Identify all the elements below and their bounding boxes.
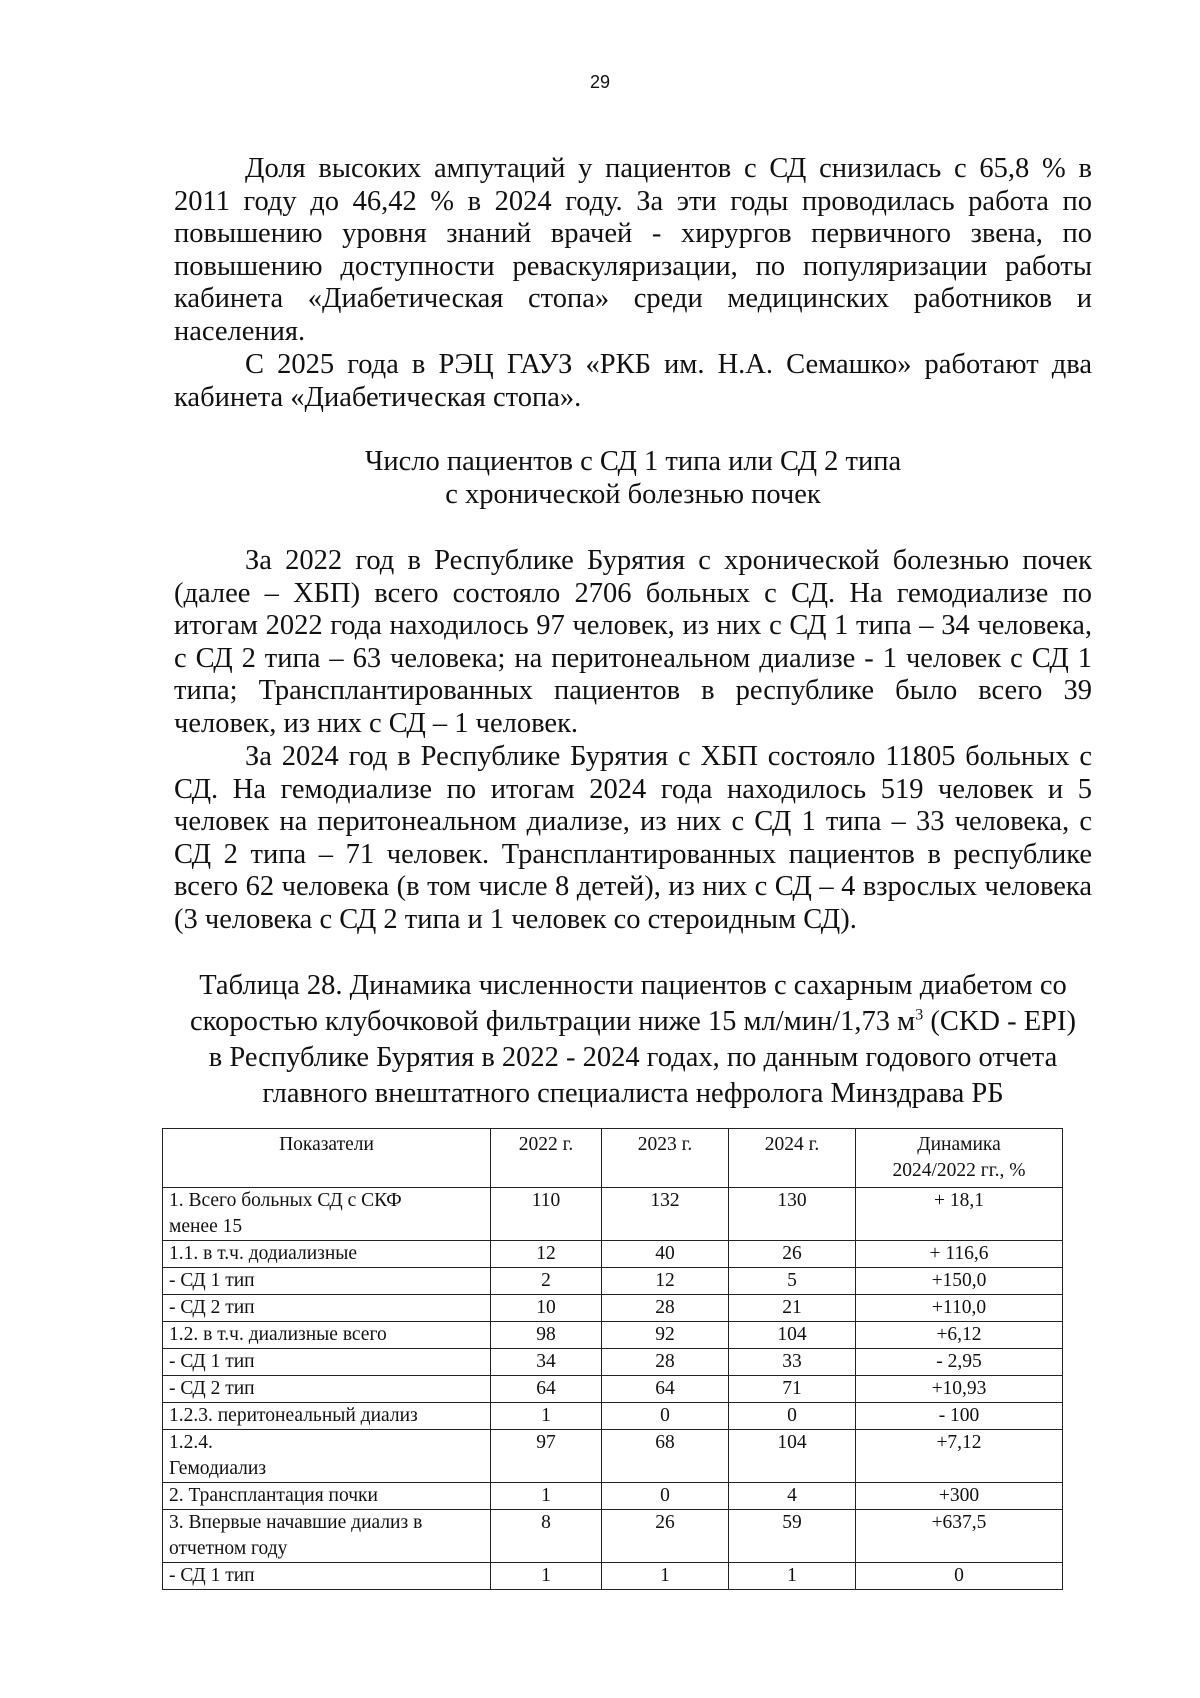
caption-text: (CKD - EPI) <box>923 1006 1076 1037</box>
cell-dynamics: 0 <box>856 1563 1063 1590</box>
cell-2023: 28 <box>602 1349 729 1376</box>
paragraph-text: За 2022 год в Республике Бурятия с хронической болезнью почек (далее – ХБП) всего состояло 2706 больных с СД. На гемодиализе по итогам 2022 года находилось 97 человек, из них с СД 1 типа – 34 человека, с СД 2 типа – 63 человека; на перитонеальном диализе - 1 человек с СД 1 типа; Трансплантированных пациентов в республике было всего 39 человек, из них с СД – 1 человек. <box>174 545 1092 739</box>
caption-superscript: 3 <box>915 1006 924 1024</box>
cell-2024: 104 <box>729 1430 856 1483</box>
paragraph-ckd-2022 <box>174 545 1092 741</box>
cell-2022: 1 <box>491 1563 602 1590</box>
paragraph-amputations <box>174 153 1092 349</box>
table-row <box>163 1188 1063 1241</box>
header-2022: 2022 г. <box>491 1129 602 1188</box>
cell-dynamics: + 18,1 <box>856 1188 1063 1241</box>
cell-dynamics: +10,93 <box>856 1376 1063 1403</box>
paragraph-text: Доля высоких ампутаций у пациентов с СД снизилась с 65,8 % в 2011 году до 46,42 % в 2024 году. За эти годы проводилась работа по повышению уровня знаний врачей - хирургов первичного звена, по повышению доступности реваскуляризации, по популяризации работы кабинета «Диабетическая стопа» среди медицинских работников и населения. <box>174 153 1092 347</box>
cell-2022: 110 <box>491 1188 602 1241</box>
page-number: 29 <box>589 72 611 92</box>
row-label: - СД 2 тип <box>163 1295 491 1322</box>
paragraph-text: С 2025 года в РЭЦ ГАУЗ «РКБ им. Н.А. Семашко» работают два кабинета «Диабетическая стопа». <box>174 349 1092 413</box>
table-row <box>163 1483 1063 1510</box>
section-heading <box>174 446 1092 511</box>
cell-dynamics: + 116,6 <box>856 1241 1063 1268</box>
table-row <box>163 1322 1063 1349</box>
cell-2022: 34 <box>491 1349 602 1376</box>
cell-2024: 4 <box>729 1483 856 1510</box>
table-row <box>163 1268 1063 1295</box>
table-row <box>163 1376 1063 1403</box>
row-label: - СД 1 тип <box>163 1349 491 1376</box>
cell-dynamics: +637,5 <box>856 1510 1063 1563</box>
table-caption-line-2 <box>162 1004 1104 1040</box>
cell-2023: 1 <box>602 1563 729 1590</box>
table-row <box>163 1430 1063 1483</box>
cell-2022: 97 <box>491 1430 602 1483</box>
cell-2023: 0 <box>602 1403 729 1430</box>
cell-2023: 26 <box>602 1510 729 1563</box>
row-label <box>163 1430 491 1483</box>
table-header-row <box>163 1129 1063 1188</box>
cell-2023: 92 <box>602 1322 729 1349</box>
row-label-line-1: 1.2.4. <box>169 1432 213 1453</box>
data-table <box>162 1128 1063 1590</box>
row-label-line-2: менее 15 <box>169 1216 243 1237</box>
cell-2024: 21 <box>729 1295 856 1322</box>
cell-dynamics: +110,0 <box>856 1295 1063 1322</box>
row-label-line-1: 1. Всего больных СД с СКФ <box>169 1190 402 1211</box>
cell-dynamics: - 2,95 <box>856 1349 1063 1376</box>
cell-2024: 0 <box>729 1403 856 1430</box>
table-row <box>163 1563 1063 1590</box>
cell-dynamics: - 100 <box>856 1403 1063 1430</box>
cell-2022: 1 <box>491 1403 602 1430</box>
row-label-line-2: Гемодиализ <box>169 1458 267 1479</box>
row-label: - СД 2 тип <box>163 1376 491 1403</box>
header-2023: 2023 г. <box>602 1129 729 1188</box>
cell-dynamics: +7,12 <box>856 1430 1063 1483</box>
paragraph-text: За 2024 год в Республике Бурятия с ХБП состояло 11805 больных с СД. На гемодиализе по итогам 2024 года находилось 519 человек и 5 человек на перитонеальном диализе, из них с СД 1 типа – 33 человека, с СД 2 типа – 71 человек. Трансплантированных пациентов в республике всего 62 человека (в том числе 8 детей), из них с СД – 4 взрослых человека (3 человека с СД 2 типа и 1 человек со стероидным СД). <box>174 741 1092 935</box>
row-label: 2. Трансплантация почки <box>163 1483 491 1510</box>
cell-dynamics: +300 <box>856 1483 1063 1510</box>
cell-2022: 12 <box>491 1241 602 1268</box>
table-row <box>163 1349 1063 1376</box>
cell-2023: 40 <box>602 1241 729 1268</box>
cell-2023: 28 <box>602 1295 729 1322</box>
table-caption-line-3: в Республике Бурятия в 2022 - 2024 годах, по данным годового отчета <box>208 1042 1058 1073</box>
header-indicator: Показатели <box>163 1129 491 1188</box>
header-2024: 2024 г. <box>729 1129 856 1188</box>
header-dynamics <box>856 1129 1063 1188</box>
section-heading-line-2: с хронической болезнью почек <box>445 478 821 510</box>
table-row <box>163 1241 1063 1268</box>
row-label: - СД 1 тип <box>163 1563 491 1590</box>
cell-2024: 5 <box>729 1268 856 1295</box>
header-dynamics-line-2: 2024/2022 гг., % <box>892 1160 1026 1181</box>
cell-2023: 64 <box>602 1376 729 1403</box>
cell-2024: 33 <box>729 1349 856 1376</box>
cell-2024: 104 <box>729 1322 856 1349</box>
paragraph-ckd-2024 <box>174 741 1092 937</box>
row-label <box>163 1188 491 1241</box>
cell-2024: 130 <box>729 1188 856 1241</box>
table-caption <box>162 968 1104 1112</box>
row-label-line-1: 3. Впервые начавшие диализ в <box>169 1512 423 1533</box>
row-label: 1.1. в т.ч. додиализные <box>163 1241 491 1268</box>
cell-dynamics: +6,12 <box>856 1322 1063 1349</box>
cell-2022: 10 <box>491 1295 602 1322</box>
header-dynamics-line-1: Динамика <box>917 1134 1001 1155</box>
cell-2023: 0 <box>602 1483 729 1510</box>
cell-2023: 132 <box>602 1188 729 1241</box>
section-heading-line-1: Число пациентов с СД 1 типа или СД 2 типа <box>364 446 902 477</box>
row-label <box>163 1510 491 1563</box>
row-label: - СД 1 тип <box>163 1268 491 1295</box>
table-caption-line-1: Таблица 28. Динамика численности пациентов с сахарным диабетом со <box>199 970 1067 1001</box>
table-caption-line-4: главного внештатного специалиста нефролога Минздрава РБ <box>262 1078 1004 1109</box>
cell-2024: 59 <box>729 1510 856 1563</box>
paragraph-diabetic-foot-offices <box>174 349 1092 414</box>
cell-2022: 64 <box>491 1376 602 1403</box>
table-row <box>163 1510 1063 1563</box>
cell-2022: 2 <box>491 1268 602 1295</box>
cell-2023: 68 <box>602 1430 729 1483</box>
row-label: 1.2.3. перитонеальный диализ <box>163 1403 491 1430</box>
table-row <box>163 1403 1063 1430</box>
cell-2022: 98 <box>491 1322 602 1349</box>
row-label: 1.2. в т.ч. диализные всего <box>163 1322 491 1349</box>
cell-2023: 12 <box>602 1268 729 1295</box>
cell-2024: 26 <box>729 1241 856 1268</box>
cell-2022: 1 <box>491 1483 602 1510</box>
cell-2024: 71 <box>729 1376 856 1403</box>
cell-dynamics: +150,0 <box>856 1268 1063 1295</box>
caption-text: скоростью клубочковой фильтрации ниже 15 мл/мин/1,73 м <box>190 1006 916 1037</box>
cell-2022: 8 <box>491 1510 602 1563</box>
table-row <box>163 1295 1063 1322</box>
row-label-line-2: отчетном году <box>169 1538 288 1559</box>
cell-2024: 1 <box>729 1563 856 1590</box>
